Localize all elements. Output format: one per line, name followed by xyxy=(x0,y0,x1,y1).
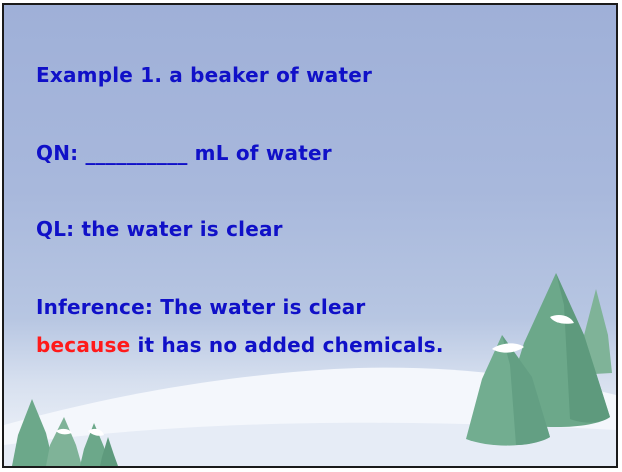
tree-group-right xyxy=(466,273,612,446)
example-title: Example 1. a beaker of water xyxy=(36,63,373,87)
because-highlight: because xyxy=(36,333,131,357)
qualitative-observation: QL: the water is clear xyxy=(36,217,283,241)
qn-blank: __________ xyxy=(85,141,188,165)
quantitative-observation xyxy=(36,141,332,165)
inference-line-2-rest: it has no added chemicals. xyxy=(130,333,444,357)
qn-suffix: mL of water xyxy=(187,141,332,165)
inference-line-2 xyxy=(36,333,444,357)
qn-prefix: QN: xyxy=(36,141,86,165)
inference-line-1: Inference: The water is clear xyxy=(36,295,366,319)
slide-frame xyxy=(2,3,618,468)
